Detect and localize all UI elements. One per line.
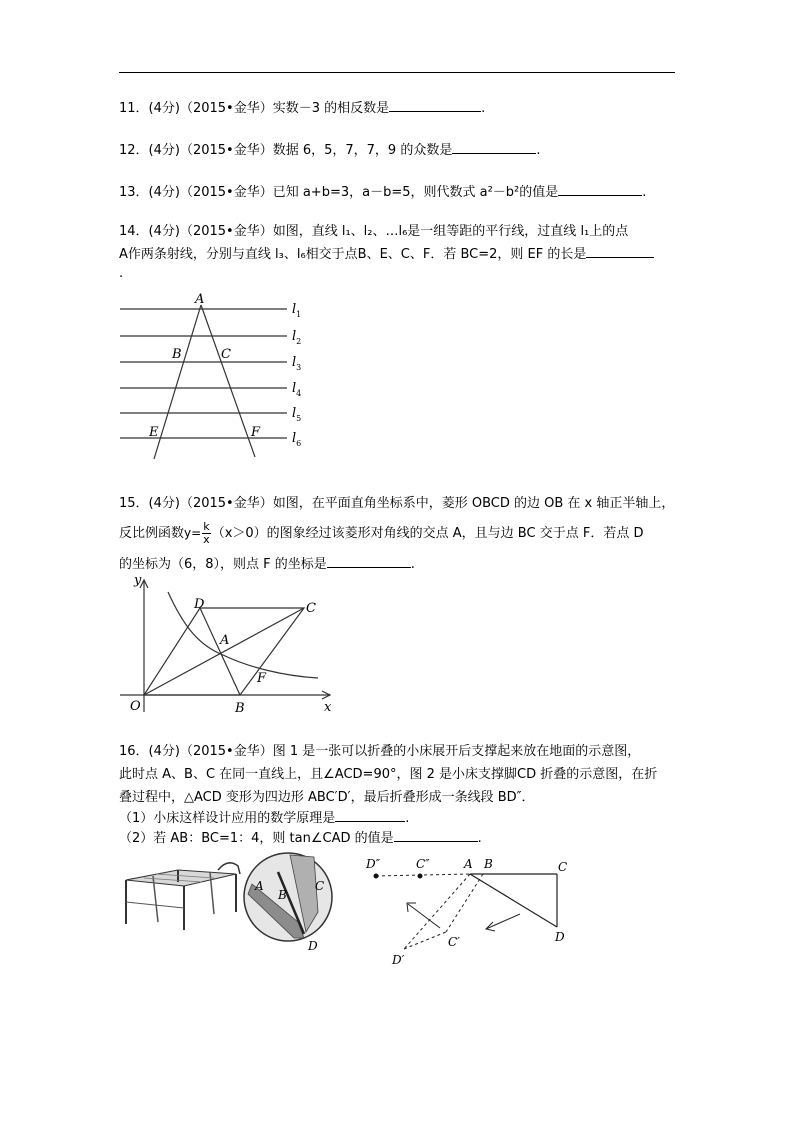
- label-D-double-prime: D″: [366, 857, 381, 871]
- ray-AE: [154, 305, 201, 459]
- label-C: C: [315, 879, 325, 893]
- segment-BD1: [404, 874, 470, 949]
- label-A: A: [195, 292, 205, 307]
- label-l6: $l_6$: [292, 431, 302, 448]
- label-D: D: [194, 597, 205, 612]
- label-l4: $l_4$: [292, 381, 302, 398]
- q15-line1-text: 15．(4分)（2015•金华）如图，在平面直角坐标系中，菱形 OBCD 的边 OB 在 x 轴正半轴上，: [119, 496, 675, 511]
- point-C2: [418, 874, 423, 879]
- point-D2: [374, 874, 379, 879]
- label-D-prime: D′: [392, 953, 405, 967]
- q12-answer-blank[interactable]: [452, 138, 536, 154]
- arrow-left-shaft: [408, 904, 440, 928]
- label-C: C: [221, 347, 231, 362]
- zoom-circle: [244, 853, 332, 941]
- label-F: F: [251, 425, 261, 440]
- q11-text: 11．(4分)（2015•金华）实数－3 的相反数是: [119, 101, 390, 116]
- label-y: y: [134, 573, 142, 588]
- q15-line2-prefix: 反比例函数: [119, 526, 185, 541]
- q12-text: 12．(4分)（2015•金华）数据 6，5，7，7，9 的众数是: [119, 143, 453, 158]
- label-D: D: [308, 939, 318, 952]
- q16-sub2-text: （2）若 AB：BC=1：4，则 tan∠CAD 的值是: [119, 831, 394, 846]
- q16-figure-2: [360, 852, 580, 970]
- hyperbola-curve: [168, 592, 318, 678]
- question-14-line-2: [119, 242, 654, 267]
- label-C: C: [306, 601, 316, 616]
- q15-answer-blank[interactable]: [327, 552, 411, 568]
- segment-BD2: [376, 874, 470, 876]
- q14-line2-text: A作两条射线，分别与直线 l₃、l₆相交于点B、E、C、F．若 BC=2，则 EF 的长是: [119, 247, 587, 262]
- question-15-line-1: [119, 492, 674, 516]
- segment-C1D1: [404, 932, 446, 949]
- label-C-prime: C′: [448, 935, 460, 949]
- header-rule: [119, 72, 675, 73]
- label-A: A: [255, 879, 264, 893]
- q15-end: .: [410, 557, 415, 572]
- label-B: B: [278, 888, 287, 902]
- label-D: D: [555, 930, 565, 944]
- q16-sub1-end: .: [405, 811, 410, 826]
- arrow-right-shaft: [486, 914, 520, 929]
- q11-end: .: [481, 101, 486, 116]
- q15-figure: [118, 570, 343, 715]
- q15-frac-numerator: k: [203, 520, 210, 533]
- q14-figure: [115, 285, 325, 465]
- question-16-sub-2: [119, 826, 482, 851]
- question-16-line-1: [119, 740, 640, 764]
- q16-sub2-answer-blank[interactable]: [394, 826, 478, 842]
- q15-y-eq: y=: [184, 526, 202, 540]
- ray-AF: [201, 305, 255, 457]
- diagonal-OC: [144, 608, 304, 695]
- q13-end: .: [642, 185, 647, 200]
- segment-BC1: [446, 874, 483, 932]
- question-14-line-3: [119, 262, 123, 286]
- q14-line1-text: 14．(4分)（2015•金华）如图，直线 l₁、l₂、…l₆是一组等距的平行线，过直线 l₁上的点: [119, 224, 629, 239]
- q15-line3-text: 的坐标为（6，8），则点 F 的坐标是: [119, 557, 327, 572]
- q15-fraction: [202, 521, 211, 546]
- q16-sub1-text: （1）小床这样设计应用的数学原理是: [119, 811, 336, 826]
- folding-bed-photo: [126, 863, 240, 930]
- q14-answer-blank[interactable]: [586, 242, 654, 258]
- q14-line3-text: .: [119, 266, 124, 281]
- label-F: F: [257, 671, 267, 686]
- label-C-double-prime: C″: [416, 857, 430, 871]
- question-12: [119, 138, 540, 163]
- label-E: E: [149, 425, 159, 440]
- question-16-line-2: [119, 763, 657, 787]
- label-l5: $l_5$: [292, 406, 302, 423]
- question-15-line-2: [119, 518, 643, 549]
- label-l1: $l_1$: [292, 302, 302, 319]
- label-l3: $l_3$: [292, 355, 302, 372]
- q16-line1-text: 16．(4分)（2015•金华）图 1 是一张可以折叠的小床展开后支撑起来放在地面的示意图，: [119, 744, 641, 759]
- question-13: [119, 180, 646, 205]
- question-11: [119, 96, 485, 121]
- label-A: A: [220, 633, 230, 648]
- q13-answer-blank[interactable]: [558, 180, 642, 196]
- q11-answer-blank[interactable]: [389, 96, 481, 112]
- q16-line3-text: 叠过程中，△ACD 变形为四边形 ABC′D′，最后折叠形成一条线段 BD″．: [119, 790, 535, 805]
- label-B: B: [484, 857, 493, 871]
- q16-figure-1: [118, 852, 338, 952]
- q16-sub2-end: .: [477, 831, 482, 846]
- label-x: x: [324, 700, 332, 715]
- question-14-line-1: [119, 220, 628, 244]
- segment-AD: [470, 874, 557, 927]
- label-O: O: [130, 699, 141, 714]
- diagonal-DB: [200, 608, 240, 695]
- q15-frac-denominator: x: [203, 533, 210, 546]
- label-B: B: [172, 347, 182, 362]
- q16-line2-text: 此时点 A、B、C 在同一直线上，且∠ACD=90°，图 2 是小床支撑脚CD 折叠的示意图，在折: [119, 767, 658, 782]
- label-B: B: [235, 701, 245, 715]
- label-A: A: [464, 857, 473, 871]
- label-l2: $l_2$: [292, 329, 302, 346]
- q13-text: 13．(4分)（2015•金华）已知 a+b=3，a－b=5，则代数式 a²－b²的值是: [119, 185, 559, 200]
- q16-sub1-answer-blank[interactable]: [335, 806, 405, 822]
- q12-end: .: [536, 143, 541, 158]
- label-C: C: [558, 860, 568, 874]
- q15-line2-suffix: （x＞0）的图象经过该菱形对角线的交点 A，且与边 BC 交于点 F．若点 D: [211, 526, 644, 541]
